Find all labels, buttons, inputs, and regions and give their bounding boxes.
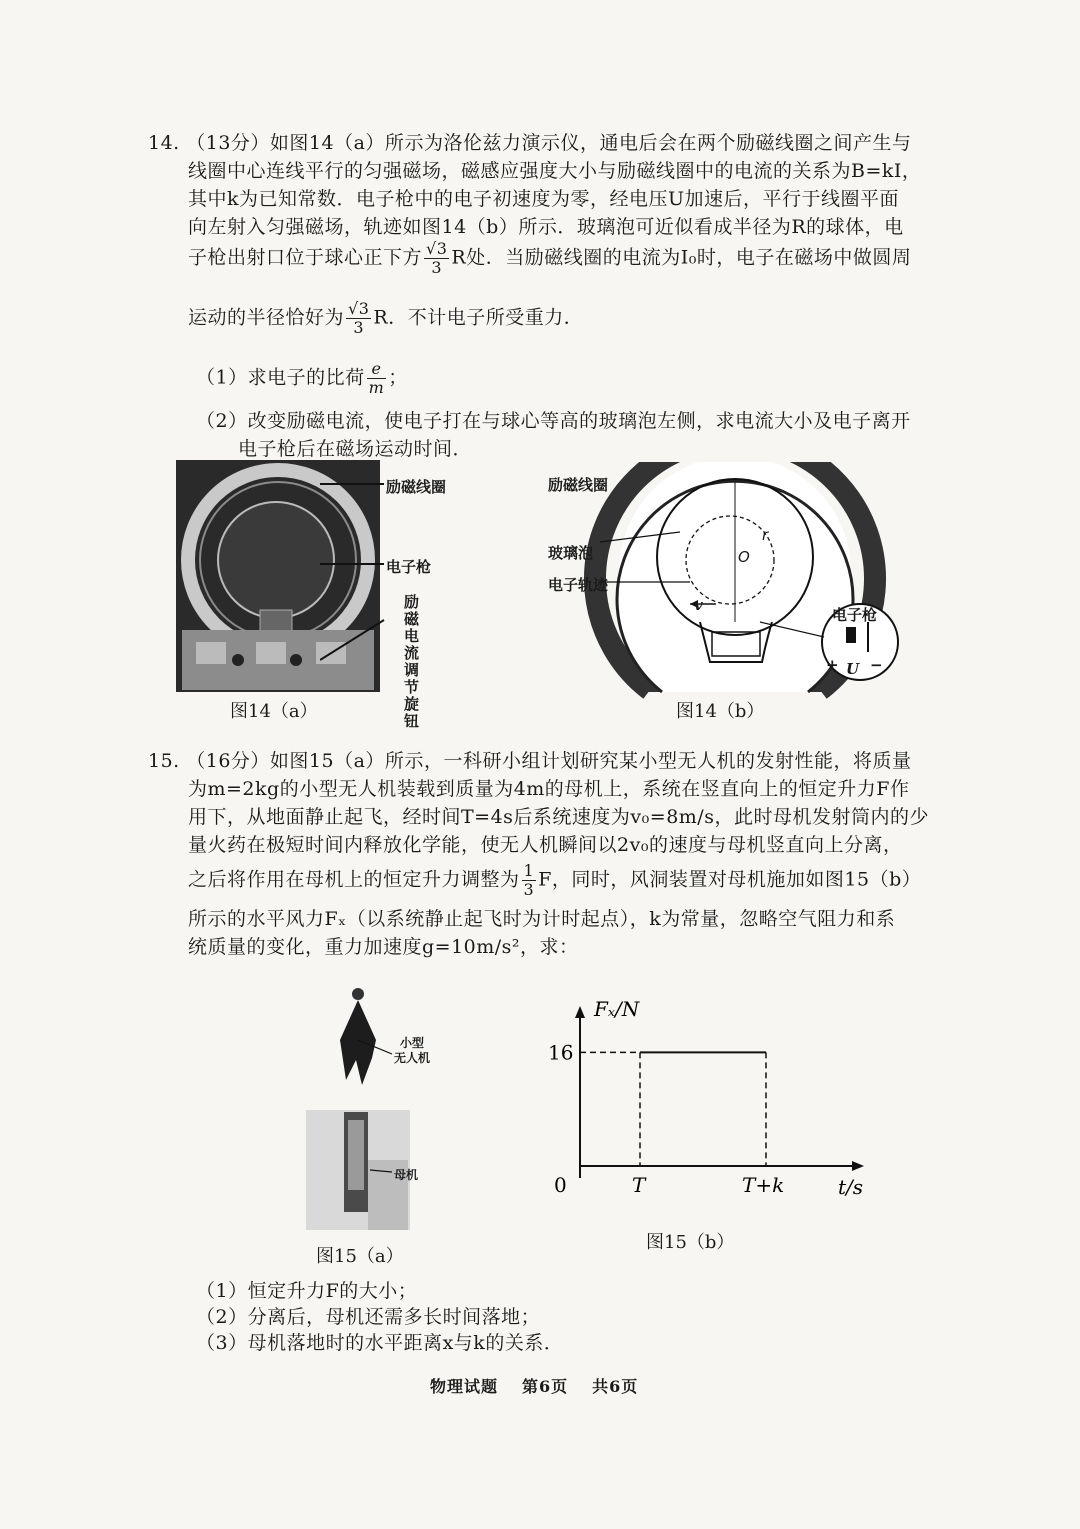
drone-label-line2: 无人机 xyxy=(394,1051,431,1065)
page-footer xyxy=(430,1374,662,1397)
x-tick-T: T xyxy=(632,1173,646,1197)
q15-line-7: 统质量的变化，重力加速度g=10m/s²，求： xyxy=(188,936,579,958)
y-tick-16: 16 xyxy=(548,1040,574,1065)
fraction-denominator: 3 xyxy=(523,880,535,899)
label-14a-coil: 励磁线圈 xyxy=(386,478,447,496)
sqrt3-over-3-fraction xyxy=(424,240,449,277)
figure-14a-pointers xyxy=(320,470,390,670)
caption-14a: 图14（a） xyxy=(230,701,318,722)
fraction-denominator: 3 xyxy=(353,318,365,337)
fraction-denominator: 3 xyxy=(431,258,443,277)
q15-line-5 xyxy=(188,862,921,899)
x-axis-label: t/s xyxy=(838,1175,864,1199)
sqrt3-over-3-fraction-2 xyxy=(346,300,371,337)
knob-char: 磁 xyxy=(404,610,420,628)
footer-page: 第6页 xyxy=(522,1377,569,1396)
label-14b-coil: 励磁线圈 xyxy=(548,476,609,494)
q15-line-3: 用下，从地面静止起飞，经时间T=4s后系统速度为v₀=8m/s，此时母机发射筒内的少 xyxy=(188,806,929,828)
caption-15b: 图15（b） xyxy=(646,1232,735,1253)
q14-line-3: 其中k为已知常数．电子枪中的电子初速度为零，经电压U加速后，平行于线圈平面 xyxy=(188,188,900,210)
x-axis-arrow xyxy=(852,1161,864,1171)
figure-15a-photo xyxy=(300,980,420,1232)
knob-char: 励 xyxy=(404,593,420,611)
footer-subject: 物理试题 xyxy=(430,1377,499,1396)
q14-line-5-start: 子枪出射口位于球心正下方 xyxy=(188,246,423,269)
fraction-denominator: m xyxy=(368,378,385,397)
y-axis-arrow xyxy=(575,1006,585,1018)
q14-line-6-end: R．不计电子所受重力． xyxy=(373,306,584,329)
label-14b-minus: − xyxy=(870,656,883,674)
caption-15a: 图15（a） xyxy=(316,1246,404,1267)
x-tick-0: 0 xyxy=(554,1173,567,1197)
q15-line-6: 所示的水平风力Fₓ（以系统静止起飞时为计时起点），k为常量，忽略空气阻力和系 xyxy=(188,908,896,930)
q14-part-1 xyxy=(196,360,408,397)
knob-char: 钮 xyxy=(404,712,420,730)
label-14b-U: U xyxy=(846,660,860,678)
caption-14b: 图14（b） xyxy=(676,701,765,722)
label-14b-gun: 电子枪 xyxy=(832,606,878,624)
q14-line-6-start: 运动的半径恰好为 xyxy=(188,306,345,329)
q15-part-3: （3）母机落地时的水平距离x与k的关系． xyxy=(196,1332,564,1354)
fraction-numerator: e xyxy=(367,360,387,379)
q14-line-5-end: R处．当励磁线圈的电流为I₀时，电子在磁场中做圆周 xyxy=(451,246,912,269)
fraction-numerator: √3 xyxy=(348,299,370,318)
q14-part-1-text: （1）求电子的比荷 xyxy=(196,366,365,389)
label-14b-plus: + xyxy=(826,656,839,674)
label-14b-track: 电子轨迹 xyxy=(548,576,609,594)
knob-char: 调 xyxy=(404,661,420,679)
q14-part-1-end: ； xyxy=(388,366,408,389)
knob-char: 节 xyxy=(404,678,420,696)
q15-part-1: （1）恒定升力F的大小； xyxy=(196,1280,418,1302)
footer-total: 共6页 xyxy=(592,1377,639,1396)
q15-line-1: 15. （16分）如图15（a）所示，一科研小组计划研究某小型无人机的发射性能，将质量 xyxy=(148,750,912,772)
figure-15b-chart xyxy=(540,994,880,1214)
q14-part-2-a: （2）改变励磁电流，使电子打在与球心等高的玻璃泡左侧，求电流大小及电子离开 xyxy=(196,410,911,432)
knob-char: 流 xyxy=(404,644,420,662)
q14-line-1: 14. （13分）如图14（a）所示为洛伦兹力演示仪，通电后会在两个励磁线圈之间产生与 xyxy=(148,132,912,154)
drone-label-line1: 小型 xyxy=(400,1036,425,1050)
label-14b-v: v xyxy=(694,596,703,614)
fraction-numerator: √3 xyxy=(426,239,448,258)
q14-line-2: 线圈中心连线平行的匀强磁场，磁感应强度大小与励磁线圈中的电流的关系为B=kI， xyxy=(188,160,922,182)
knob-char: 旋 xyxy=(404,695,420,713)
label-14a-gun: 电子枪 xyxy=(386,558,432,576)
q15-part-2: （2）分离后，母机还需多长时间落地； xyxy=(196,1306,541,1328)
label-15a-mother: 母机 xyxy=(394,1168,419,1182)
q15-line-4: 量火药在极短时间内释放化学能，使无人机瞬间以2v₀的速度与母机竖直向上分离， xyxy=(188,834,903,856)
q15-line-5-start: 之后将作用在母机上的恒定升力调整为 xyxy=(188,868,520,891)
label-14b-bulb: 玻璃泡 xyxy=(548,544,594,562)
q15-line-2: 为m=2kg的小型无人机装载到质量为4m的母机上，系统在竖直向上的恒定升力F作 xyxy=(188,778,910,800)
q14-line-4: 向左射入匀强磁场，轨迹如图14（b）所示．玻璃泡可近似看成半径为R的球体，电 xyxy=(188,216,904,238)
label-14b-r: r xyxy=(762,526,769,544)
label-14b-O: O xyxy=(738,548,750,566)
label-14a-knob xyxy=(404,594,422,730)
q14-line-6 xyxy=(188,300,583,337)
e-over-m-fraction xyxy=(367,360,387,397)
x-tick-Tk: T+k xyxy=(742,1173,785,1197)
q14-line-5 xyxy=(188,240,911,277)
q14-part-2-b: 电子枪后在磁场运动时间． xyxy=(238,438,473,460)
fraction-numerator: 1 xyxy=(523,861,535,880)
y-axis-label: Fₓ/N xyxy=(594,997,640,1021)
knob-char: 电 xyxy=(404,627,420,645)
q15-line-5-end: F，同时，风洞装置对母机施加如图15（b） xyxy=(538,868,922,891)
label-15a-drone xyxy=(394,1036,430,1066)
one-third-fraction xyxy=(522,862,537,899)
